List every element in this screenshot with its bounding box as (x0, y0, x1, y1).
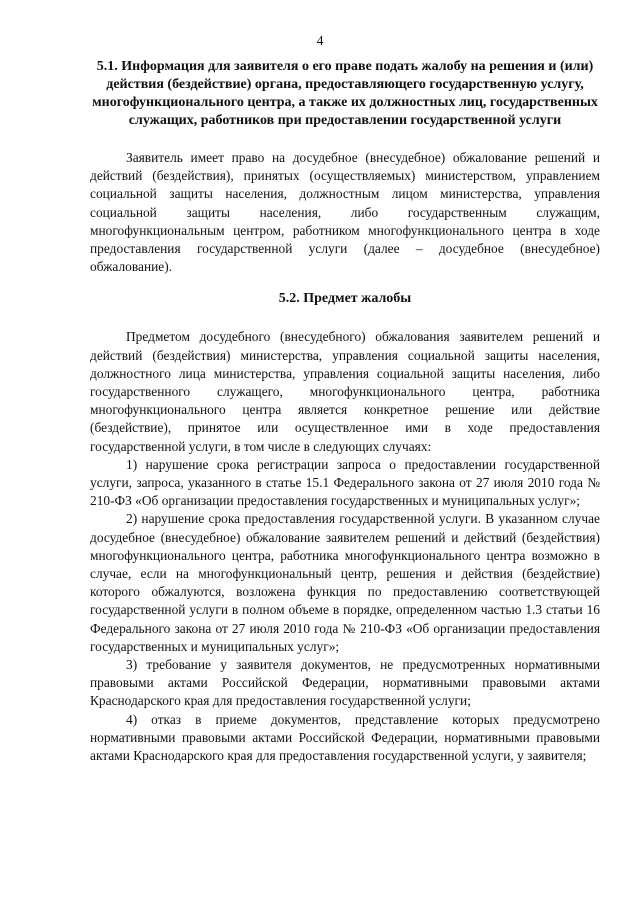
list-item-2: 2) нарушение срока предоставления государственной услуги. В указанном случае досудебное (внесудебное) обжалование заявителем решений и действий (бездействия) многофункционального центра, работника многофункционального центра возможно в случае, если на многофункциональный центр, решения и действия (бездействие) которого обжалуются, возложена функция по предоставлению соответствующей государственной услуги в полном объеме в порядке, определенном частью 1.3 статьи 16 Федерального закона от 27 июля 2010 года № 210-ФЗ «Об организации предоставления государственных и муниципальных услуг»; (90, 511, 600, 654)
list-item-4: 4) отказ в приеме документов, представление которых предусмотрено нормативными правовыми актами Российской Федерации, нормативными правовыми актами Краснодарского края для предоставления государственной услуги, у заявителя; (90, 711, 600, 764)
page-number: 4 (316, 34, 324, 49)
list-item-3: 3) требование у заявителя документов, не предусмотренных нормативными правовыми актами Российской Федерации, нормативными правовыми актами Краснодарского края для предоставления государственной услуги; (90, 657, 600, 709)
list-item-1: 1) нарушение срока регистрации запроса о предоставлении государственной услуги, запроса, указанного в статье 15.1 Федерального закона от 27 июля 2010 года № 210-ФЗ «Об организации предоставления государственных и муниципальных услуг»; (90, 456, 600, 509)
section-5-1-paragraph: Заявитель имеет право на досудебное (внесудебное) обжалование решений и действий (бездействия), принятых (осуществляемых) министерством, управлением социальной защиты населения, должностным лицом министерства, управления социальной защиты населения, либо государственным служащим, многофункциональным центром, работником многофункционального центра в ходе предоставления государственной услуги (далее – досудебное (внесудебное) обжалование). (90, 150, 600, 275)
section-5-1-heading: 5.1. Информация для заявителя о его праве подать жалобу на решения и (или) действия (бездействие) органа, предоставляющего государственную услугу, многофункционального центра, а также их должностных лиц, государственных служащих, работников при предоставлении государственной услуги (92, 59, 598, 128)
document-body (90, 58, 600, 765)
section-5-2-intro: Предметом досудебного (внесудебного) обжалования заявителем решений и действий (бездействия) министерства, управления социальной защиты населения, должностного лица министерства, управления социальной защиты населения, либо государственного служащего, многофункционального центра, работника многофункционального центра является конкретное решение или действие (бездействие), принятое или осуществленное ими в ходе предоставления государственной услуги, в том числе в следующих случаях: (90, 329, 600, 454)
section-5-2-heading: 5.2. Предмет жалобы (278, 291, 412, 307)
